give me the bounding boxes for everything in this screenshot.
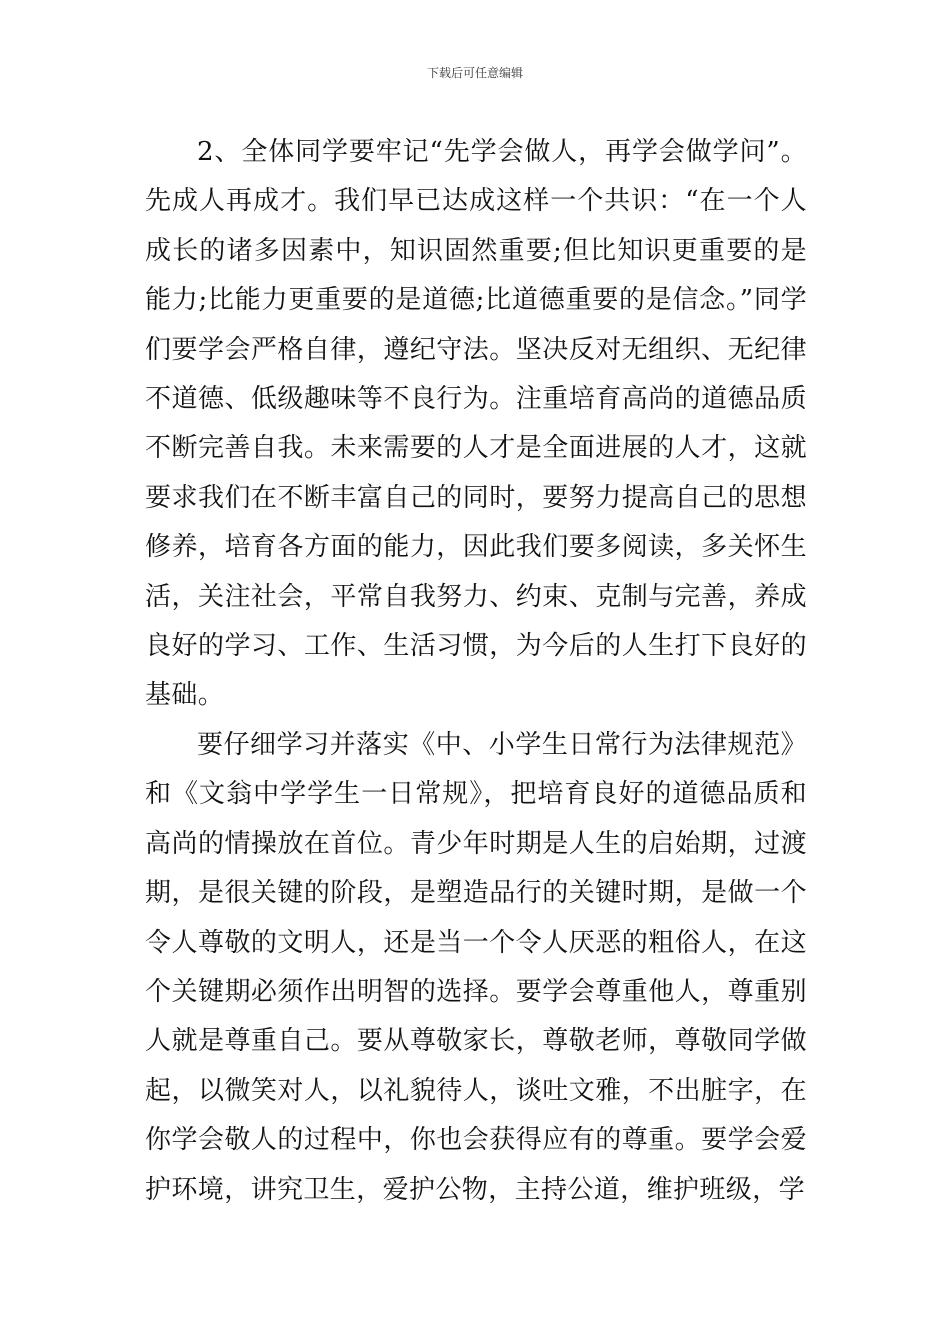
document-body — [145, 128, 807, 1215]
paragraph-1: 2、全体同学要牢记“先学会做人，再学会做学问”。先成人再成才。我们早已达成这样一个共识：“在一个人成长的诸多因素中，知识固然重要;但比知识更重要的是能力;比能力更重要的是道德;比道德重要的是信念。”同学们要学会严格自律，遵纪守法。坚决反对无组织、无纪律不道德、低级趣味等不良行为。注重培育高尚的道德品质不断完善自我。未来需要的人才是全面进展的人才，这就要求我们在不断丰富自己的同时，要努力提高自己的思想修养，培育各方面的能力，因此我们要多阅读，多关怀生活，关注社会，平常自我努力、约束、克制与完善，养成良好的学习、工作、生活习惯，为今后的人生打下良好的基础。 — [145, 137, 807, 711]
paragraph-2: 要仔细学习并落实《中、小学生日常行为法律规范》和《文翁中学学生一日常规》，把培育良好的道德品质和高尚的情操放在首位。青少年时期是人生的启始期，过渡期，是很关键的阶段，是塑造品行的关键时期，是做一个令人尊敬的文明人，还是当一个令人厌恶的粗俗人，在这个关键期必须作出明智的选择。要学会尊重他人，尊重别人就是尊重自己。要从尊敬家长，尊敬老师，尊敬同学做起，以微笑对人，以礼貌待人，谈吐文雅，不出脏字，在你学会敬人的过程中，你也会获得应有的尊重。要学会爱护环境，讲究卫生，爱护公物，主持公道，维护班级，学 — [145, 729, 807, 1205]
page-header: 下载后可任意编辑 — [426, 66, 523, 80]
